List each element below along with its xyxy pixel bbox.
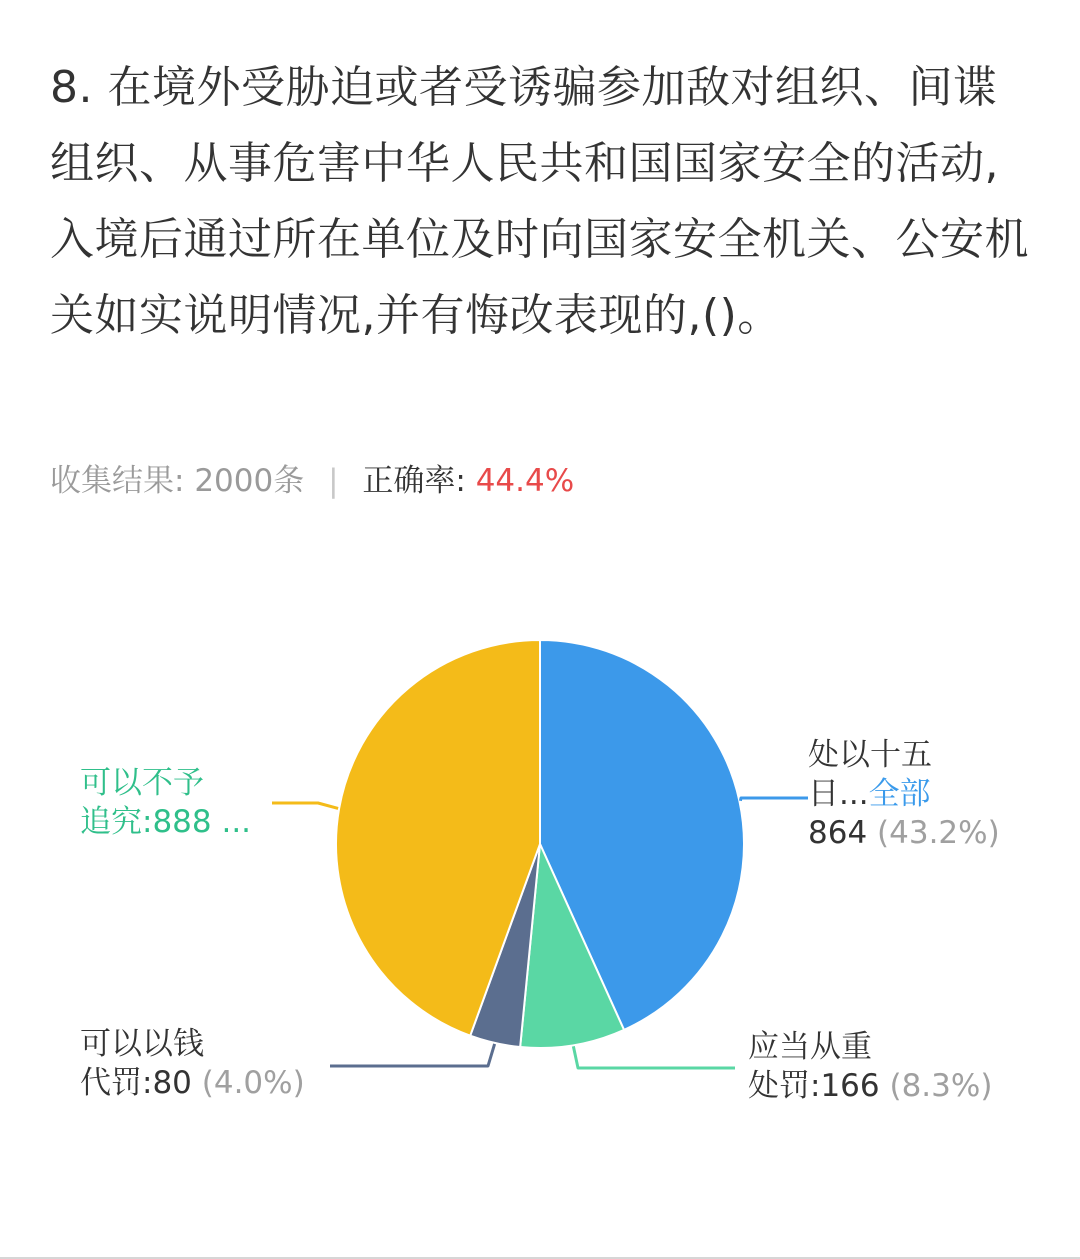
question-text bbox=[50, 50, 1040, 354]
slice-label-line: 代罚:80 bbox=[80, 1065, 192, 1101]
slice-label-line: 应当从重 bbox=[748, 1029, 872, 1065]
accuracy-value: 44.4% bbox=[475, 463, 575, 499]
slice-no-prosecution-leader-line bbox=[272, 803, 338, 808]
slice-fine-instead-leader-line bbox=[330, 1044, 495, 1066]
result-stats bbox=[50, 458, 574, 504]
slice-percent: (43.2%) bbox=[877, 815, 1000, 851]
question-body: 在境外受胁迫或者受诱骗参加敌对组织、间谍组织、从事危害中华人民共和国国家安全的活动,入境后通过所在单位及时向国家安全机关、公安机关如实说明情况,并有悔改表现的,()。 bbox=[50, 62, 1029, 341]
slice-penalty-15-days-leader-line bbox=[740, 798, 808, 801]
show-all-link[interactable]: 全部 bbox=[868, 776, 931, 812]
slice-label-fine-instead bbox=[80, 1025, 305, 1103]
slice-percent: (8.3%) bbox=[889, 1068, 993, 1104]
question-number: 8. bbox=[50, 62, 93, 113]
accuracy-label: 正确率: bbox=[362, 463, 466, 499]
pie-chart bbox=[0, 560, 1080, 1200]
slice-label-line: 处罚:166 bbox=[748, 1068, 880, 1104]
slice-label-no-prosecution bbox=[80, 764, 251, 842]
stats-separator: | bbox=[328, 463, 339, 499]
slice-label-line: 处以十五 bbox=[808, 737, 932, 773]
slice-value: 864 bbox=[808, 815, 868, 851]
slice-label-heavier-penalty bbox=[748, 1028, 992, 1106]
slice-label-line: 日... bbox=[808, 776, 869, 812]
slice-label-line: 追究:888 ... bbox=[80, 804, 252, 840]
slice-percent: (4.0%) bbox=[201, 1065, 305, 1101]
slice-heavier-penalty-leader-line bbox=[573, 1046, 735, 1068]
slice-label-penalty-15-days bbox=[808, 736, 1000, 853]
collected-value: 2000条 bbox=[194, 463, 305, 499]
collected-label: 收集结果: bbox=[50, 463, 185, 499]
slice-label-line: 可以以钱 bbox=[80, 1026, 204, 1062]
slice-label-line: 可以不予 bbox=[80, 765, 204, 801]
